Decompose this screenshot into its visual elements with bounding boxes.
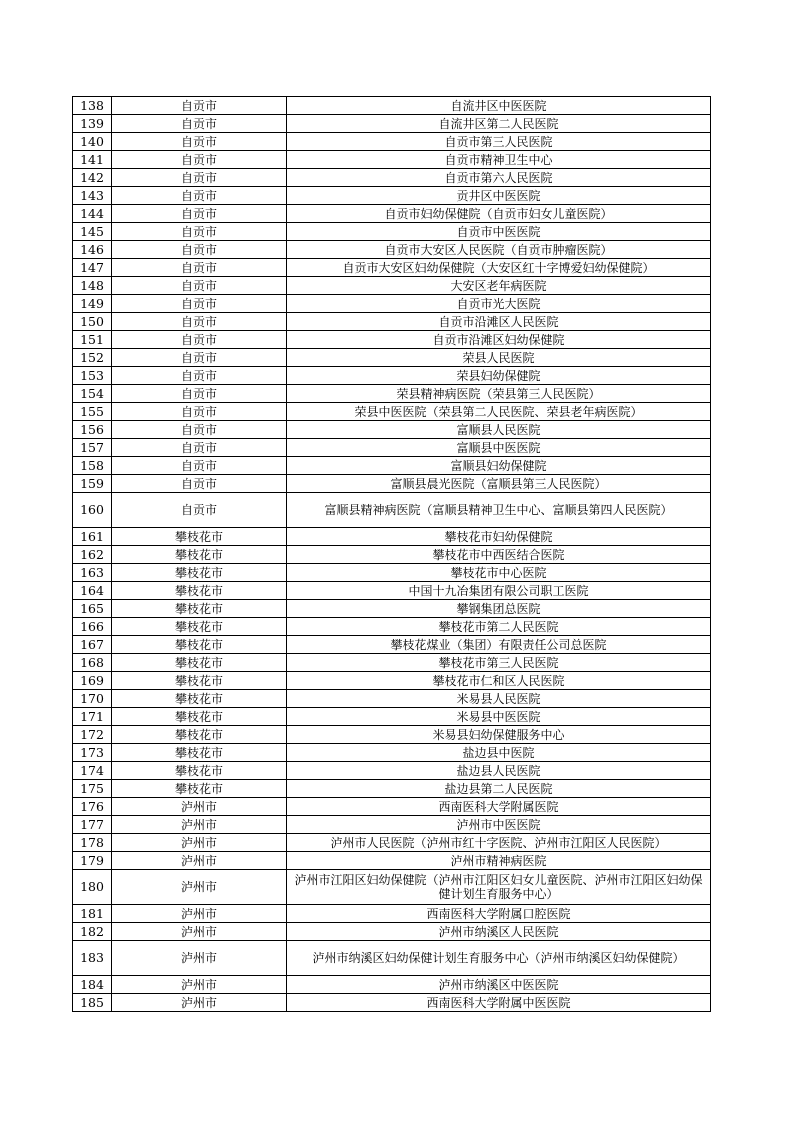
city-cell: 攀枝花市 <box>112 654 287 672</box>
hospital-name-cell: 自流井区第二人民医院 <box>287 115 711 133</box>
hospital-name-cell: 荣县中医医院（荣县第二人民医院、荣县老年病医院） <box>287 403 711 421</box>
row-number: 174 <box>73 762 112 780</box>
city-cell: 自贡市 <box>112 313 287 331</box>
row-number: 148 <box>73 277 112 295</box>
table-row <box>73 187 711 205</box>
hospital-name-cell: 盐边县人民医院 <box>287 762 711 780</box>
row-number: 173 <box>73 744 112 762</box>
table-row <box>73 439 711 457</box>
city-cell: 自贡市 <box>112 205 287 223</box>
hospital-name-cell: 自贡市沿滩区人民医院 <box>287 313 711 331</box>
table-row <box>73 744 711 762</box>
table-row <box>73 169 711 187</box>
hospital-name-cell: 泸州市精神病医院 <box>287 852 711 870</box>
city-cell: 自贡市 <box>112 295 287 313</box>
city-cell: 攀枝花市 <box>112 726 287 744</box>
hospital-name-cell: 富顺县精神病医院（富顺县精神卫生中心、富顺县第四人民医院） <box>287 493 711 528</box>
city-cell: 攀枝花市 <box>112 582 287 600</box>
hospital-name-cell: 自流井区中医医院 <box>287 97 711 115</box>
row-number: 158 <box>73 457 112 475</box>
hospital-name-cell: 贡井区中医医院 <box>287 187 711 205</box>
table-row <box>73 277 711 295</box>
city-cell: 自贡市 <box>112 151 287 169</box>
table-row <box>73 923 711 941</box>
city-cell: 攀枝花市 <box>112 690 287 708</box>
row-number: 171 <box>73 708 112 726</box>
row-number: 150 <box>73 313 112 331</box>
hospital-name-cell: 自贡市中医医院 <box>287 223 711 241</box>
table-row <box>73 546 711 564</box>
hospital-name-cell: 荣县妇幼保健院 <box>287 367 711 385</box>
hospital-name-cell: 攀枝花市第三人民医院 <box>287 654 711 672</box>
city-cell: 泸州市 <box>112 816 287 834</box>
table-row <box>73 349 711 367</box>
hospital-name-cell: 盐边县第二人民医院 <box>287 780 711 798</box>
table-row <box>73 708 711 726</box>
row-number: 160 <box>73 493 112 528</box>
city-cell: 攀枝花市 <box>112 564 287 582</box>
hospital-name-cell: 荣县精神病医院（荣县第三人民医院） <box>287 385 711 403</box>
table-row <box>73 654 711 672</box>
table-body <box>73 97 711 1012</box>
hospital-name-cell: 攀枝花市第二人民医院 <box>287 618 711 636</box>
hospital-name-cell: 中国十九冶集团有限公司职工医院 <box>287 582 711 600</box>
city-cell: 自贡市 <box>112 385 287 403</box>
hospital-name-cell: 西南医科大学附属医院 <box>287 798 711 816</box>
table-row <box>73 976 711 994</box>
hospital-name-cell: 攀枝花煤业（集团）有限责任公司总医院 <box>287 636 711 654</box>
row-number: 145 <box>73 223 112 241</box>
hospital-name-cell: 攀钢集团总医院 <box>287 600 711 618</box>
row-number: 170 <box>73 690 112 708</box>
row-number: 180 <box>73 870 112 905</box>
hospital-list-table <box>72 96 711 1012</box>
hospital-name-cell: 西南医科大学附属中医医院 <box>287 994 711 1012</box>
hospital-name-cell: 米易县妇幼保健服务中心 <box>287 726 711 744</box>
city-cell: 自贡市 <box>112 331 287 349</box>
hospital-name-cell: 盐边县中医院 <box>287 744 711 762</box>
row-number: 142 <box>73 169 112 187</box>
table-row <box>73 600 711 618</box>
hospital-name-cell: 富顺县中医医院 <box>287 439 711 457</box>
row-number: 175 <box>73 780 112 798</box>
city-cell: 泸州市 <box>112 941 287 976</box>
hospital-name-cell: 泸州市江阳区妇幼保健院（泸州市江阳区妇女儿童医院、泸州市江阳区妇幼保健计划生育服务中心） <box>287 870 711 905</box>
table-row <box>73 151 711 169</box>
city-cell: 泸州市 <box>112 923 287 941</box>
row-number: 172 <box>73 726 112 744</box>
row-number: 159 <box>73 475 112 493</box>
table-row <box>73 475 711 493</box>
table-row <box>73 223 711 241</box>
hospital-name-cell: 自贡市妇幼保健院（自贡市妇女儿童医院） <box>287 205 711 223</box>
city-cell: 自贡市 <box>112 457 287 475</box>
table-row <box>73 582 711 600</box>
city-cell: 泸州市 <box>112 870 287 905</box>
city-cell: 泸州市 <box>112 852 287 870</box>
table-row <box>73 618 711 636</box>
hospital-name-cell: 富顺县妇幼保健院 <box>287 457 711 475</box>
table-row <box>73 493 711 528</box>
table-row <box>73 403 711 421</box>
table-row <box>73 295 711 313</box>
city-cell: 泸州市 <box>112 976 287 994</box>
row-number: 163 <box>73 564 112 582</box>
city-cell: 攀枝花市 <box>112 546 287 564</box>
table-row <box>73 331 711 349</box>
city-cell: 攀枝花市 <box>112 708 287 726</box>
city-cell: 攀枝花市 <box>112 672 287 690</box>
hospital-name-cell: 自贡市第三人民医院 <box>287 133 711 151</box>
hospital-name-cell: 泸州市人民医院（泸州市红十字医院、泸州市江阳区人民医院） <box>287 834 711 852</box>
table-row <box>73 241 711 259</box>
hospital-name-cell: 攀枝花市仁和区人民医院 <box>287 672 711 690</box>
row-number: 181 <box>73 905 112 923</box>
hospital-name-cell: 荣县人民医院 <box>287 349 711 367</box>
table-row <box>73 133 711 151</box>
hospital-name-cell: 自贡市光大医院 <box>287 295 711 313</box>
table-row <box>73 259 711 277</box>
hospital-name-cell: 大安区老年病医院 <box>287 277 711 295</box>
city-cell: 自贡市 <box>112 421 287 439</box>
row-number: 143 <box>73 187 112 205</box>
row-number: 157 <box>73 439 112 457</box>
city-cell: 攀枝花市 <box>112 780 287 798</box>
city-cell: 自贡市 <box>112 223 287 241</box>
row-number: 152 <box>73 349 112 367</box>
table-row <box>73 528 711 546</box>
row-number: 185 <box>73 994 112 1012</box>
row-number: 169 <box>73 672 112 690</box>
row-number: 168 <box>73 654 112 672</box>
hospital-name-cell: 自贡市第六人民医院 <box>287 169 711 187</box>
hospital-name-cell: 泸州市纳溪区妇幼保健计划生育服务中心（泸州市纳溪区妇幼保健院） <box>287 941 711 976</box>
hospital-name-cell: 富顺县人民医院 <box>287 421 711 439</box>
hospital-name-cell: 攀枝花市中西医结合医院 <box>287 546 711 564</box>
table-row <box>73 798 711 816</box>
row-number: 138 <box>73 97 112 115</box>
table-row <box>73 115 711 133</box>
row-number: 164 <box>73 582 112 600</box>
city-cell: 自贡市 <box>112 475 287 493</box>
row-number: 161 <box>73 528 112 546</box>
table-row <box>73 672 711 690</box>
row-number: 166 <box>73 618 112 636</box>
table-row <box>73 205 711 223</box>
row-number: 178 <box>73 834 112 852</box>
row-number: 184 <box>73 976 112 994</box>
table-row <box>73 834 711 852</box>
table-row <box>73 636 711 654</box>
table-row <box>73 994 711 1012</box>
hospital-name-cell: 自贡市沿滩区妇幼保健院 <box>287 331 711 349</box>
city-cell: 泸州市 <box>112 994 287 1012</box>
table-row <box>73 564 711 582</box>
row-number: 140 <box>73 133 112 151</box>
row-number: 139 <box>73 115 112 133</box>
city-cell: 攀枝花市 <box>112 636 287 654</box>
row-number: 144 <box>73 205 112 223</box>
table-row <box>73 97 711 115</box>
hospital-name-cell: 泸州市纳溪区中医医院 <box>287 976 711 994</box>
city-cell: 自贡市 <box>112 97 287 115</box>
row-number: 146 <box>73 241 112 259</box>
table-row <box>73 762 711 780</box>
city-cell: 自贡市 <box>112 187 287 205</box>
city-cell: 攀枝花市 <box>112 744 287 762</box>
table-row <box>73 816 711 834</box>
row-number: 141 <box>73 151 112 169</box>
city-cell: 自贡市 <box>112 439 287 457</box>
hospital-name-cell: 米易县中医医院 <box>287 708 711 726</box>
table-row <box>73 421 711 439</box>
city-cell: 攀枝花市 <box>112 528 287 546</box>
city-cell: 攀枝花市 <box>112 618 287 636</box>
city-cell: 自贡市 <box>112 349 287 367</box>
row-number: 147 <box>73 259 112 277</box>
row-number: 153 <box>73 367 112 385</box>
row-number: 151 <box>73 331 112 349</box>
table-row <box>73 870 711 905</box>
table-row <box>73 367 711 385</box>
city-cell: 自贡市 <box>112 169 287 187</box>
hospital-name-cell: 自贡市精神卫生中心 <box>287 151 711 169</box>
city-cell: 泸州市 <box>112 905 287 923</box>
row-number: 155 <box>73 403 112 421</box>
row-number: 154 <box>73 385 112 403</box>
city-cell: 自贡市 <box>112 115 287 133</box>
city-cell: 攀枝花市 <box>112 600 287 618</box>
city-cell: 自贡市 <box>112 403 287 421</box>
city-cell: 泸州市 <box>112 798 287 816</box>
table-row <box>73 726 711 744</box>
table-row <box>73 905 711 923</box>
city-cell: 自贡市 <box>112 259 287 277</box>
table-row <box>73 941 711 976</box>
hospital-name-cell: 攀枝花市妇幼保健院 <box>287 528 711 546</box>
row-number: 177 <box>73 816 112 834</box>
table-row <box>73 852 711 870</box>
row-number: 149 <box>73 295 112 313</box>
table-row <box>73 690 711 708</box>
hospital-name-cell: 米易县人民医院 <box>287 690 711 708</box>
hospital-name-cell: 自贡市大安区人民医院（自贡市肿瘤医院） <box>287 241 711 259</box>
city-cell: 自贡市 <box>112 493 287 528</box>
city-cell: 自贡市 <box>112 241 287 259</box>
row-number: 183 <box>73 941 112 976</box>
city-cell: 泸州市 <box>112 834 287 852</box>
table-row <box>73 457 711 475</box>
row-number: 182 <box>73 923 112 941</box>
table-row <box>73 313 711 331</box>
table-row <box>73 385 711 403</box>
hospital-name-cell: 泸州市中医医院 <box>287 816 711 834</box>
hospital-name-cell: 泸州市纳溪区人民医院 <box>287 923 711 941</box>
hospital-name-cell: 攀枝花市中心医院 <box>287 564 711 582</box>
hospital-name-cell: 富顺县晨光医院（富顺县第三人民医院） <box>287 475 711 493</box>
row-number: 179 <box>73 852 112 870</box>
city-cell: 自贡市 <box>112 277 287 295</box>
row-number: 176 <box>73 798 112 816</box>
row-number: 162 <box>73 546 112 564</box>
row-number: 165 <box>73 600 112 618</box>
hospital-name-cell: 自贡市大安区妇幼保健院（大安区红十字博爱妇幼保健院） <box>287 259 711 277</box>
city-cell: 自贡市 <box>112 133 287 151</box>
row-number: 167 <box>73 636 112 654</box>
row-number: 156 <box>73 421 112 439</box>
city-cell: 攀枝花市 <box>112 762 287 780</box>
hospital-name-cell: 西南医科大学附属口腔医院 <box>287 905 711 923</box>
table-row <box>73 780 711 798</box>
city-cell: 自贡市 <box>112 367 287 385</box>
